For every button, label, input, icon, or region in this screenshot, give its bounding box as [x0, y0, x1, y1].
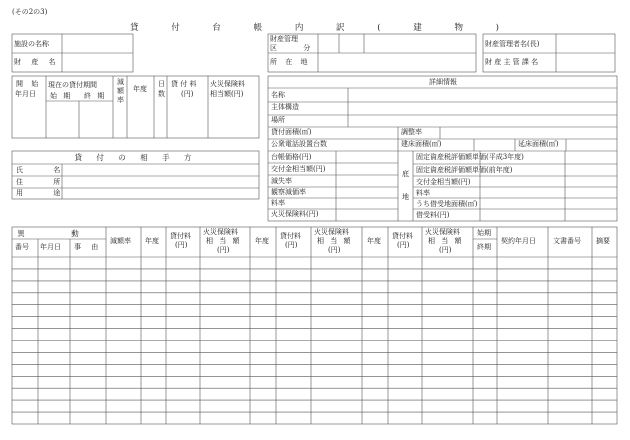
label-lease-fee: 借受料(円)	[416, 211, 450, 219]
label-rent-area: 貸付面積(㎡)	[271, 128, 312, 136]
changes-header: 異 動	[17, 229, 101, 238]
col-fire-1c: (円)	[217, 246, 230, 254]
col-rent-2b: (円)	[285, 241, 298, 249]
label-reduction-2: 額	[117, 87, 124, 95]
label-mgmt-div-b: 区 分	[270, 44, 323, 52]
col-rent-3a: 貸付料	[392, 232, 413, 240]
col-fire-2b: 相 当 額	[317, 237, 353, 245]
label-base-fee-rate: 料率	[416, 189, 430, 197]
label-name: 名称	[271, 91, 285, 99]
label-adjust-rate: 調整率	[401, 128, 422, 136]
label-floor-area: 延床面積(㎡)	[518, 140, 559, 148]
label-tax-unit-prev: 固定資産税評価額単価(前年度)	[416, 166, 513, 174]
label-base-2: 地	[402, 193, 409, 201]
label-end: 終 期	[84, 92, 107, 100]
label-structure: 主体構造	[271, 103, 299, 111]
col-fire-3b: 相 当 額	[428, 237, 464, 245]
col-reduction-rate: 減額率	[110, 237, 131, 245]
partner-header: 貸 付 の 相 手 方	[74, 153, 198, 162]
col-fire-2c: (円)	[328, 246, 341, 254]
label-grant-base: 交付金相当額(円)	[271, 165, 326, 173]
label-grant-amount: 交付金相当額(円)	[416, 178, 471, 186]
col-number: 番号	[15, 243, 29, 251]
label-ledger-price: 台帳価格(円)	[271, 153, 312, 161]
label-place: 場所	[271, 116, 285, 124]
label-lease-land-area: うち借受地面積(㎡)	[416, 200, 478, 208]
label-depreciation: 減失率	[271, 177, 292, 185]
label-fire-fee: 火災保険料(円)	[271, 210, 319, 218]
label-mgmt-div-a: 財産管理	[270, 35, 298, 43]
label-start-b: 年月日	[15, 90, 36, 98]
label-reduction-3: 率	[117, 96, 124, 104]
label-building-area: 建床面積(㎡)	[401, 140, 442, 148]
col-contract-date: 契約年月日	[501, 237, 536, 245]
label-rent-a: 貸 付 料	[171, 80, 197, 88]
label-rent-b: (円)	[181, 90, 194, 98]
label-partner-usage: 用 途	[16, 189, 75, 197]
col-fire-1a: 火災保険料	[203, 228, 238, 236]
label-start-a: 開 始	[16, 80, 42, 88]
col-doc-number: 文書番号	[553, 237, 581, 245]
label-current-period: 現在の貸付期間	[48, 81, 97, 89]
col-start: 始期	[477, 229, 491, 237]
label-partner-name: 氏 名	[16, 166, 75, 174]
label-days-1: 日	[158, 80, 165, 88]
label-partner-address: 住 所	[16, 178, 75, 186]
page-label: (その2の3)	[12, 8, 48, 16]
col-end: 終期	[477, 243, 491, 251]
label-tax-unit-r3: 固定資産税評価額単価(平成3年度)	[416, 153, 524, 161]
col-fire-3a: 火災保険料	[425, 228, 460, 236]
label-begin: 始 期	[50, 92, 73, 100]
form-title: 貸 付 台 帳 内 訳 ( 建 物 )	[130, 23, 514, 33]
label-days-2: 数	[158, 90, 165, 98]
details-header: 詳細情報	[429, 78, 457, 86]
col-reason: 事 由	[74, 243, 103, 251]
col-rent-2a: 貸付料	[280, 232, 301, 240]
label-fire-b: 相当額(円)	[210, 90, 244, 98]
label-property-name: 財 産 名	[14, 58, 60, 66]
col-fire-3c: (円)	[439, 246, 452, 254]
col-rent-1b: (円)	[175, 241, 188, 249]
label-manager-name: 財産管理者名(長)	[485, 40, 540, 48]
col-rent-1a: 貸付料	[170, 232, 191, 240]
label-section-name: 財 産 主 管 課 名	[485, 58, 539, 66]
col-rent-3b: (円)	[397, 241, 410, 249]
col-fire-2a: 火災保険料	[314, 228, 349, 236]
label-facility-name: 施設の名称	[14, 40, 49, 48]
col-fire-1b: 相 当 額	[206, 237, 242, 245]
label-location: 所 在 地	[270, 58, 311, 66]
col-year-2: 年度	[255, 237, 269, 245]
label-fee-rate: 料率	[271, 199, 285, 207]
label-phone-count: 公衆電話設置台数	[271, 140, 327, 148]
col-remarks: 摘要	[596, 237, 610, 245]
col-year-3: 年度	[367, 237, 381, 245]
label-base-1: 底	[402, 170, 409, 178]
label-fiscal-year: 年度	[133, 85, 147, 93]
col-year-1: 年度	[145, 237, 159, 245]
label-reduction-1: 減	[117, 78, 124, 86]
label-aging: 観察減価率	[271, 188, 306, 196]
label-fire-a: 火災保険料	[210, 80, 245, 88]
col-date: 年月日	[40, 243, 61, 251]
